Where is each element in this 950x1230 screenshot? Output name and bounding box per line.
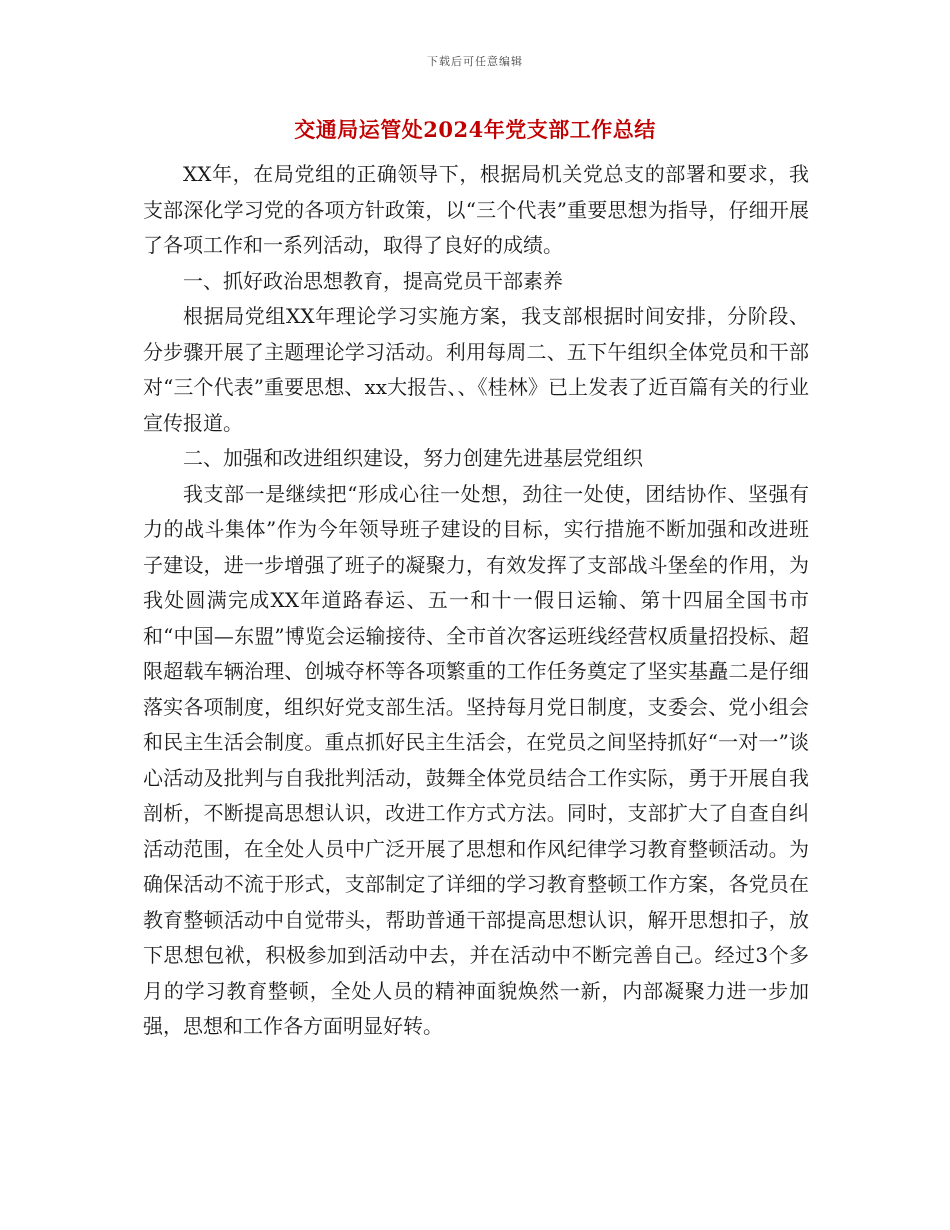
document-title: 交通局运管处2024年党支部工作总结 <box>294 117 656 142</box>
paragraph-intro: XX年，在局党组的正确领导下，根据局机关党总支的部署和要求，我支部深化学习党的各项方针政策，以“三个代表”重要思想为指导，仔细开展了各项工作和一系列活动，取得了良好的成绩。 <box>143 162 809 257</box>
section-heading-2: 二、加强和改进组织建设，努力创建先进基层党组织 <box>183 446 643 470</box>
paragraph-section-1: 根据局党组XX年理论学习实施方案，我支部根据时间安排，分阶段、分步骤开展了主题理论学习活动。利用每周二、五下午组织全体党员和干部对“三个代表”重要思想、xx大报告、、《桂林》已上发表了近百篇有关的行业宣传报道。 <box>143 304 809 435</box>
section-heading-1: 一、抓好政治思想教育，提高党员干部素养 <box>183 268 563 293</box>
paragraph-section-2: 我支部一是继续把“形成心往一处想，劲往一处使，团结协作、坚强有力的战斗集体”作为今年领导班子建设的目标，实行措施不断加强和改进班子建设，进一步增强了班子的凝聚力，有效发挥了支部战斗堡垒的作用，为我处圆满完成XX年道路春运、五一和十一假日运输、第十四届全国书市和“中国—东盟”博览会运输接待、全市首次客运班线经营权质量招投标、超限超载车辆治理、创城夺杯等各项繁重的工作任务奠定了坚实基矗二是仔细落实各项制度，组织好党支部生活。坚持每月党日制度，支委会、党小组会和民主生活会制度。重点抓好民主生活会，在党员之间坚持抓好“一对一”谈心活动及批判与自我批判活动，鼓舞全体党员结合工作实际，勇于开展自我剖析，不断提高思想认识，改进工作方式方法。同时，支部扩大了自查自纠活动范围，在全处人员中广泛开展了思想和作风纪律学习教育整顿活动。为确保活动不流于形式，支部制定了详细的学习教育整顿工作方案，各党员在教育整顿活动中自觉带头，帮助普通干部提高思想认识，解开思想扣子，放下思想包袱，积极参加到活动中去，并在活动中不断完善自己。经过3个多月的学习教育整顿，全处人员的精神面貌焕然一新，内部凝聚力进一步加强，思想和工作各方面明显好转。 <box>143 481 809 1038</box>
page-header-note: 下载后可任意编辑 <box>427 55 523 68</box>
document-body <box>143 157 809 1045</box>
